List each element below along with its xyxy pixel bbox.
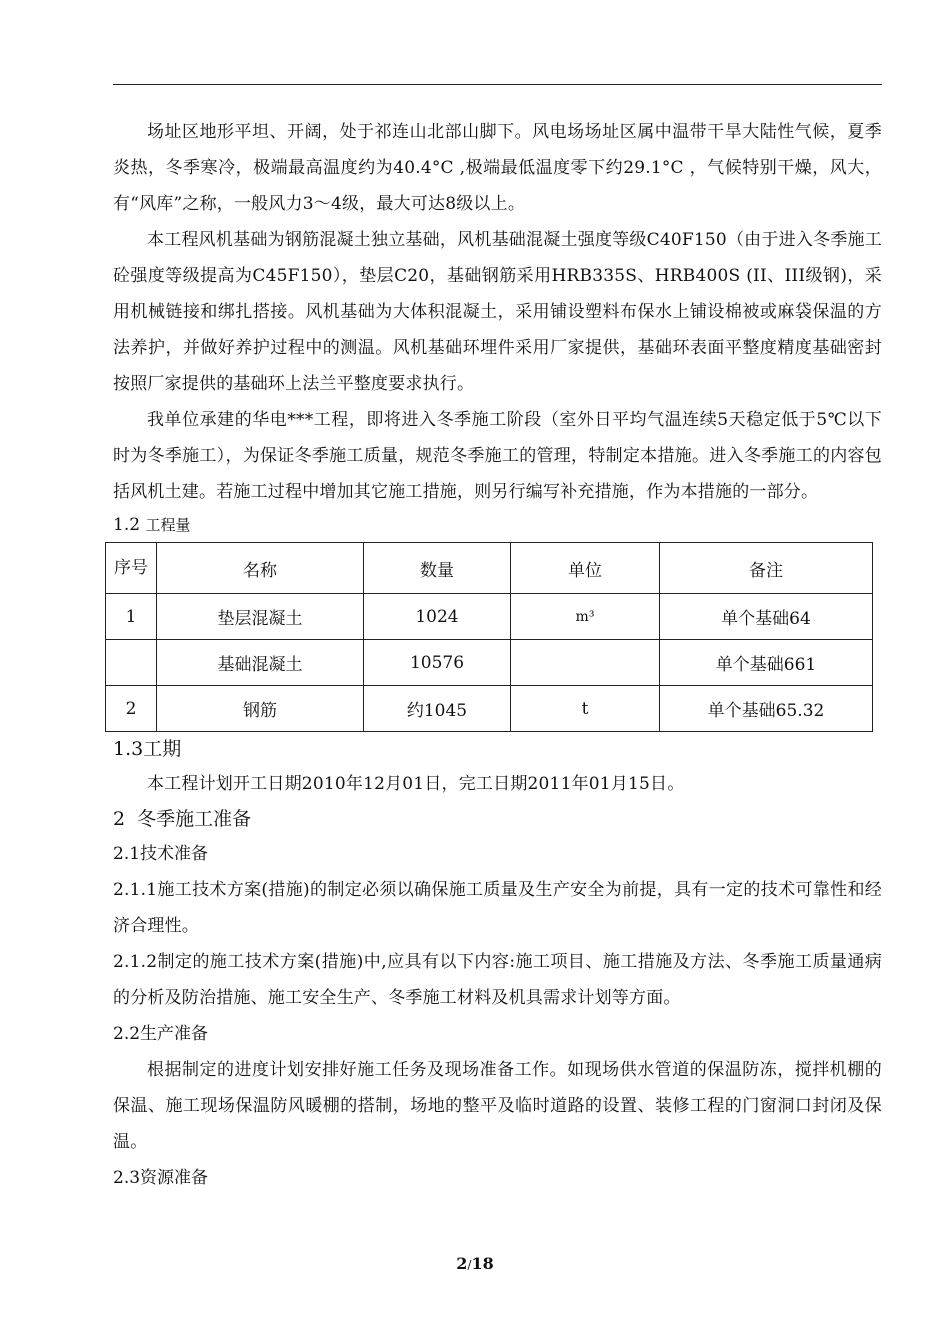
paragraph-foundation: 本工程风机基础为钢筋混凝土独立基础，风机基础混凝土强度等级C40F150（由于进入冬季施工砼强度等级提高为C45F150），垫层C20，基础钢筋采用HRB335S、HRB400S (II、III级钢)，采用机械链接和绑扎搭接。风机基础为大体积混凝土，采用铺设塑料布保水上铺设棉被或麻袋保温的方法养护，并做好养护过程中的测温。风机基础环埋件采用厂家提供，基础环表面平整度精度基础密封按照厂家提供的基础环上法兰平整度要求执行。 bbox=[113, 230, 882, 394]
table-header-cell: 单位 bbox=[511, 543, 660, 594]
table-cell: t bbox=[511, 686, 660, 732]
table-header-cell: 数量 bbox=[364, 543, 511, 594]
table-cell: 单个基础64 bbox=[660, 594, 873, 640]
paragraph-site-climate: 场址区地形平坦、开阔，处于祁连山北部山脚下。风电场场址区属中温带干旱大陆性气候，夏季炎热，冬季寒冷，极端最高温度约为40.4°C ,极端最低温度零下约29.1°C ，气候特别干燥，风大，有“风库”之称，一般风力3～4级，最大可达8级以上。 bbox=[113, 122, 882, 214]
table-cell bbox=[511, 640, 660, 686]
table-header-row bbox=[106, 543, 873, 594]
section-1-3-heading: 1.3工期 bbox=[113, 738, 182, 760]
table-row bbox=[106, 594, 873, 640]
table-header-cell: 名称 bbox=[157, 543, 364, 594]
paragraph-schedule: 本工程计划开工日期2010年12月01日，完工日期2011年01月15日。 bbox=[147, 774, 685, 794]
table-cell: 单个基础65.32 bbox=[660, 686, 873, 732]
page-total: 18 bbox=[471, 1254, 494, 1273]
section-number: 1.2 bbox=[113, 515, 141, 535]
table-cell: 钢筋 bbox=[157, 686, 364, 732]
section-2-heading: 2 冬季施工准备 bbox=[113, 808, 252, 830]
document-body bbox=[113, 114, 882, 1196]
page-number-footer bbox=[0, 1254, 950, 1273]
paragraph-2-1-1: 2.1.1施工技术方案(措施)的制定必须以确保施工质量及生产安全为前提，具有一定的技术可靠性和经济合理性。 bbox=[113, 880, 882, 936]
table-row bbox=[106, 640, 873, 686]
page-number: 2 bbox=[456, 1254, 468, 1273]
table-row bbox=[106, 686, 873, 732]
table-cell: 10576 bbox=[364, 640, 511, 686]
paragraph-2-1-2: 2.1.2制定的施工技术方案(措施)中,应具有以下内容:施工项目、施工措施及方法、冬季施工质量通病的分析及防治措施、施工安全生产、冬季施工材料及机具需求计划等方面。 bbox=[113, 952, 882, 1008]
header-rule bbox=[113, 84, 882, 85]
table-cell: 基础混凝土 bbox=[157, 640, 364, 686]
table-cell: 1 bbox=[106, 594, 157, 640]
table-cell: 2 bbox=[106, 686, 157, 732]
table-header-cell: 备注 bbox=[660, 543, 873, 594]
section-2-2-heading: 2.2生产准备 bbox=[113, 1024, 209, 1044]
table-cell: 单个基础661 bbox=[660, 640, 873, 686]
table-cell: 垫层混凝土 bbox=[157, 594, 364, 640]
table-cell: 约1045 bbox=[364, 686, 511, 732]
section-title: 工程量 bbox=[145, 516, 191, 534]
section-2-3-heading: 2.3资源准备 bbox=[113, 1168, 209, 1188]
page-separator: / bbox=[467, 1258, 472, 1272]
table-cell: m³ bbox=[511, 594, 660, 640]
quantity-table bbox=[105, 542, 873, 732]
table-cell: 1024 bbox=[364, 594, 511, 640]
paragraph-scope: 我单位承建的华电***工程，即将进入冬季施工阶段（室外日平均气温连续5天稳定低于5℃以下时为冬季施工），为保证冬季施工质量，规范冬季施工的管理，特制定本措施。进入冬季施工的内容包括风机土建。若施工过程中增加其它施工措施，则另行编写补充措施，作为本措施的一部分。 bbox=[113, 410, 882, 502]
section-2-1-heading: 2.1技术准备 bbox=[113, 844, 209, 864]
table-cell bbox=[106, 640, 157, 686]
section-1-2-heading bbox=[113, 510, 882, 540]
paragraph-production-prep: 根据制定的进度计划安排好施工任务及现场准备工作。如现场供水管道的保温防冻，搅拌机棚的保温、施工现场保温防风暖棚的搭制，场地的整平及临时道路的设置、装修工程的门窗洞口封闭及保温。 bbox=[113, 1060, 882, 1152]
table-header-cell: 序号 bbox=[106, 543, 157, 594]
